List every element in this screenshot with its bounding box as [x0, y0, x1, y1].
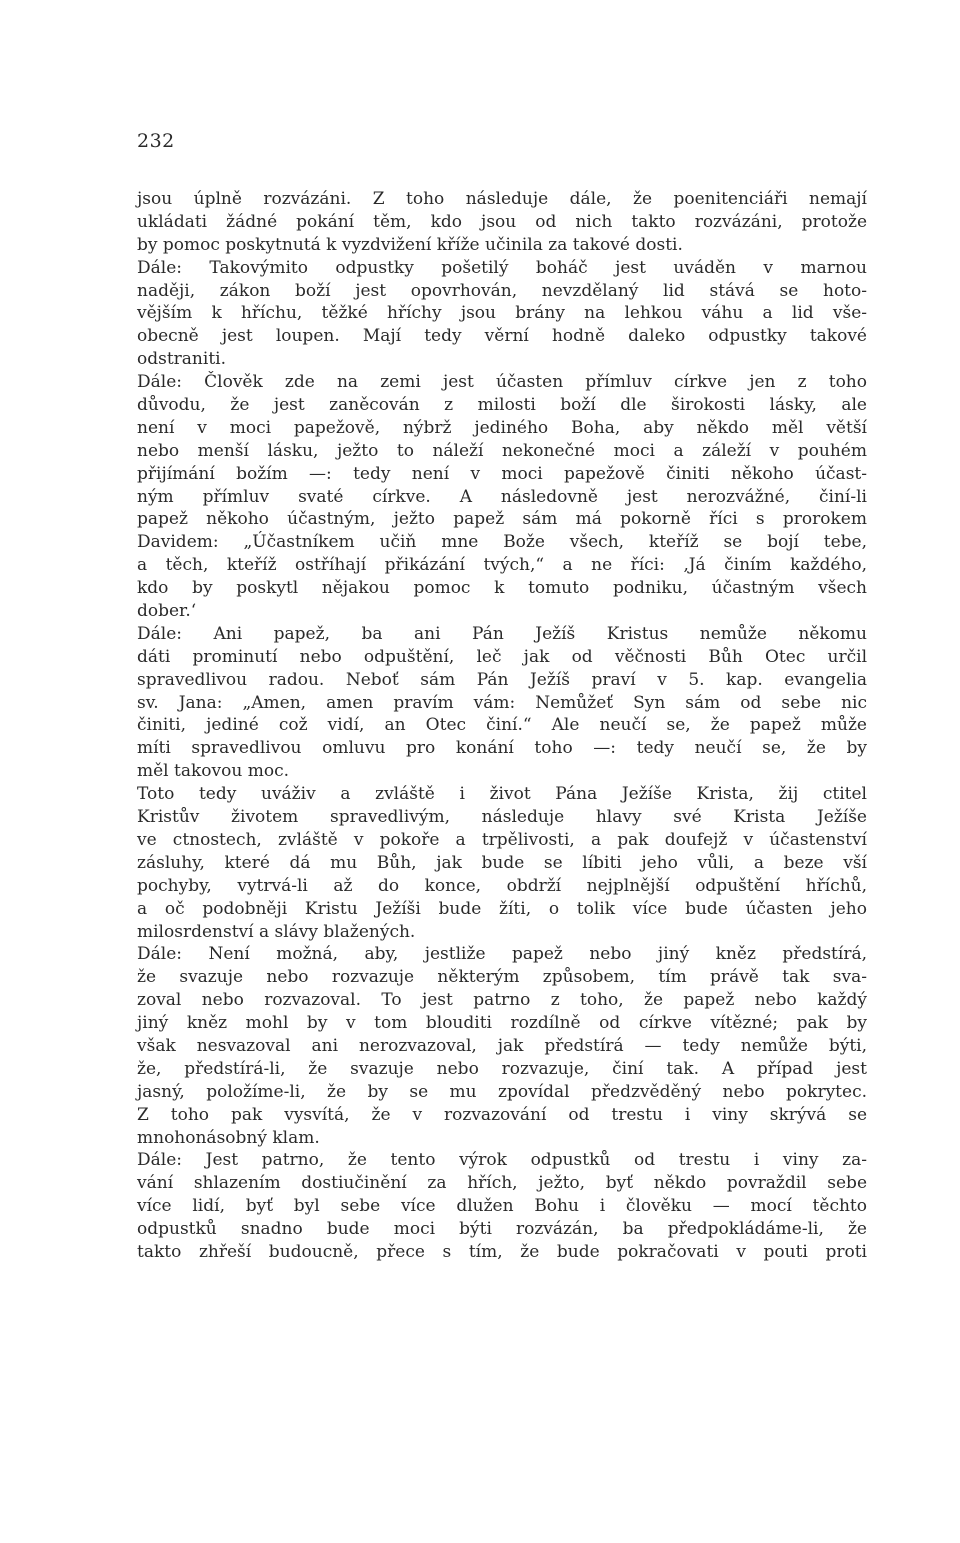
text-line: ukládati žádné pokání těm, kdo jsou od nich takto rozvázáni, protože: [137, 211, 867, 232]
text-line: přijímání božím —: tedy není v moci papežově činiti někoho účast-: [137, 463, 867, 484]
text-line: ným přímluv svaté církve. A následovně jest nerozvážné, činí-li: [137, 486, 867, 507]
text-line: dáti prominutí nebo odpuštění, leč jak od věčnosti Bůh Otec určil: [137, 646, 867, 667]
text-line: není v moci papežově, nýbrž jediného Boha, aby někdo měl větší: [137, 417, 867, 438]
text-line: sv. Jana: „Amen, amen pravím vám: Nemůžeť Syn sám od sebe nic: [137, 692, 867, 713]
text-line: by pomoc poskytnutá k vyzdvižení kříže učinila za takové dosti.: [137, 234, 683, 255]
text-line: Toto tedy uváživ a zvláště i život Pána Ježíše Krista, žij ctitel: [137, 784, 867, 805]
text-line: takto zhřeší budoucně, přece s tím, že bude pokračovati v pouti proti: [137, 1241, 867, 1262]
text-line: Dále: Jest patrno, že tento výrok odpustků od trestu i viny za-: [137, 1150, 867, 1171]
text-line: a oč podobněji Kristu Ježíši bude žíti, o tolik více bude účasten jeho: [137, 898, 867, 919]
text-line: pochyby, vytrvá-li až do konce, obdrží nejplnější odpuštění hříchů,: [137, 875, 867, 896]
text-line: měl takovou moc.: [137, 761, 289, 782]
text-line: Kristův životem spravedlivým, následuje hlavy své Krista Ježíše: [137, 807, 867, 828]
text-line: odpustků snadno bude moci býti rozvázán, ba předpokládáme-li, že: [137, 1219, 867, 1240]
text-line: že svazuje nebo rozvazuje některým způsobem, tím právě tak sva-: [137, 967, 867, 988]
text-line: Z toho pak vysvítá, že v rozvazování od trestu i viny skrývá se: [137, 1104, 867, 1125]
text-line: zásluhy, které dá mu Bůh, jak bude se líbiti jeho vůli, a beze vší: [137, 852, 867, 873]
text-line: jasný, položíme-li, že by se mu zpovídal předzvěděný nebo pokrytec.: [137, 1081, 867, 1102]
text-line: milosrdenství a slávy blažených.: [137, 921, 416, 942]
text-line: míti spravedlivou omluvu pro konání toho —: tedy neučí se, že by: [137, 738, 867, 759]
text-line: Davidem: „Účastníkem učiň mne Bože všech, kteříž se bojí tebe,: [137, 532, 867, 553]
text-line: činiti, jediné což vidí, an Otec činí.“ Ale neučí se, že papež může: [137, 715, 867, 736]
page-number: 232: [137, 130, 175, 152]
text-line: obecně jest loupen. Mají tedy věrní hodně daleko odpustky takové: [137, 326, 867, 347]
text-line: papež někoho účastným, ježto papež sám má pokorně říci s prorokem: [137, 509, 867, 530]
text-line: a těch, kteříž ostříhají přikázání tvých,“ a ne říci: ‚Já činím každého,: [137, 555, 867, 576]
text-line: více lidí, byť byl sebe více dlužen Bohu i člověku — mocí těchto: [137, 1196, 867, 1217]
text-line: odstraniti.: [137, 349, 226, 370]
text-line: Dále: Takovýmito odpustky pošetilý boháč jest uváděn v marnou: [137, 257, 867, 278]
text-line: vání shlazením dostiučinění za hřích, ježto, byť někdo povraždil sebe: [137, 1173, 867, 1194]
text-line: důvodu, že jest zaněcován z milosti boží dle širokosti lásky, ale: [137, 395, 867, 416]
text-line: zoval nebo rozvazoval. To jest patrno z toho, že papež nebo každý: [137, 990, 867, 1011]
text-line: Dále: Ani papež, ba ani Pán Ježíš Kristus nemůže někomu: [137, 623, 867, 644]
text-line: však nesvazoval ani nerozvazoval, jak předstírá — tedy nemůže býti,: [137, 1035, 867, 1056]
text-line: Dále: Není možná, aby, jestliže papež nebo jiný kněz předstírá,: [137, 944, 867, 965]
text-line: mnohonásobný klam.: [137, 1127, 320, 1148]
text-line: dober.‘: [137, 601, 197, 622]
text-line: jsou úplně rozvázáni. Z toho následuje dále, že poenitenciáři nemají: [137, 189, 867, 209]
text-line: jiný kněz mohl by v tom blouditi rozdílně od církve vítězné; pak by: [137, 1013, 867, 1034]
text-line: kdo by poskytl nějakou pomoc k tomuto podniku, účastným všech: [137, 578, 867, 599]
text-line: spravedlivou radou. Neboť sám Pán Ježíš praví v 5. kap. evangelia: [137, 669, 867, 690]
text-line: Dále: Člověk zde na zemi jest účasten přímluv církve jen z toho: [137, 372, 867, 393]
text-line: že, předstírá-li, že svazuje nebo rozvazuje, činí tak. A případ jest: [137, 1058, 867, 1079]
text-line: nebo menší lásku, ježto to náleží nekonečné moci a záleží v pouhém: [137, 440, 867, 461]
text-line: ve ctnostech, zvláště v pokoře a trpělivosti, a pak doufejž v účastenství: [137, 829, 867, 850]
body-text: [137, 188, 867, 1264]
text-line: vějším k hříchu, těžké hříchy jsou brány na lehkou váhu a lid vše-: [137, 303, 867, 324]
text-line: naději, zákon boží jest opovrhován, nevzdělaný lid stává se hoto-: [137, 280, 867, 301]
